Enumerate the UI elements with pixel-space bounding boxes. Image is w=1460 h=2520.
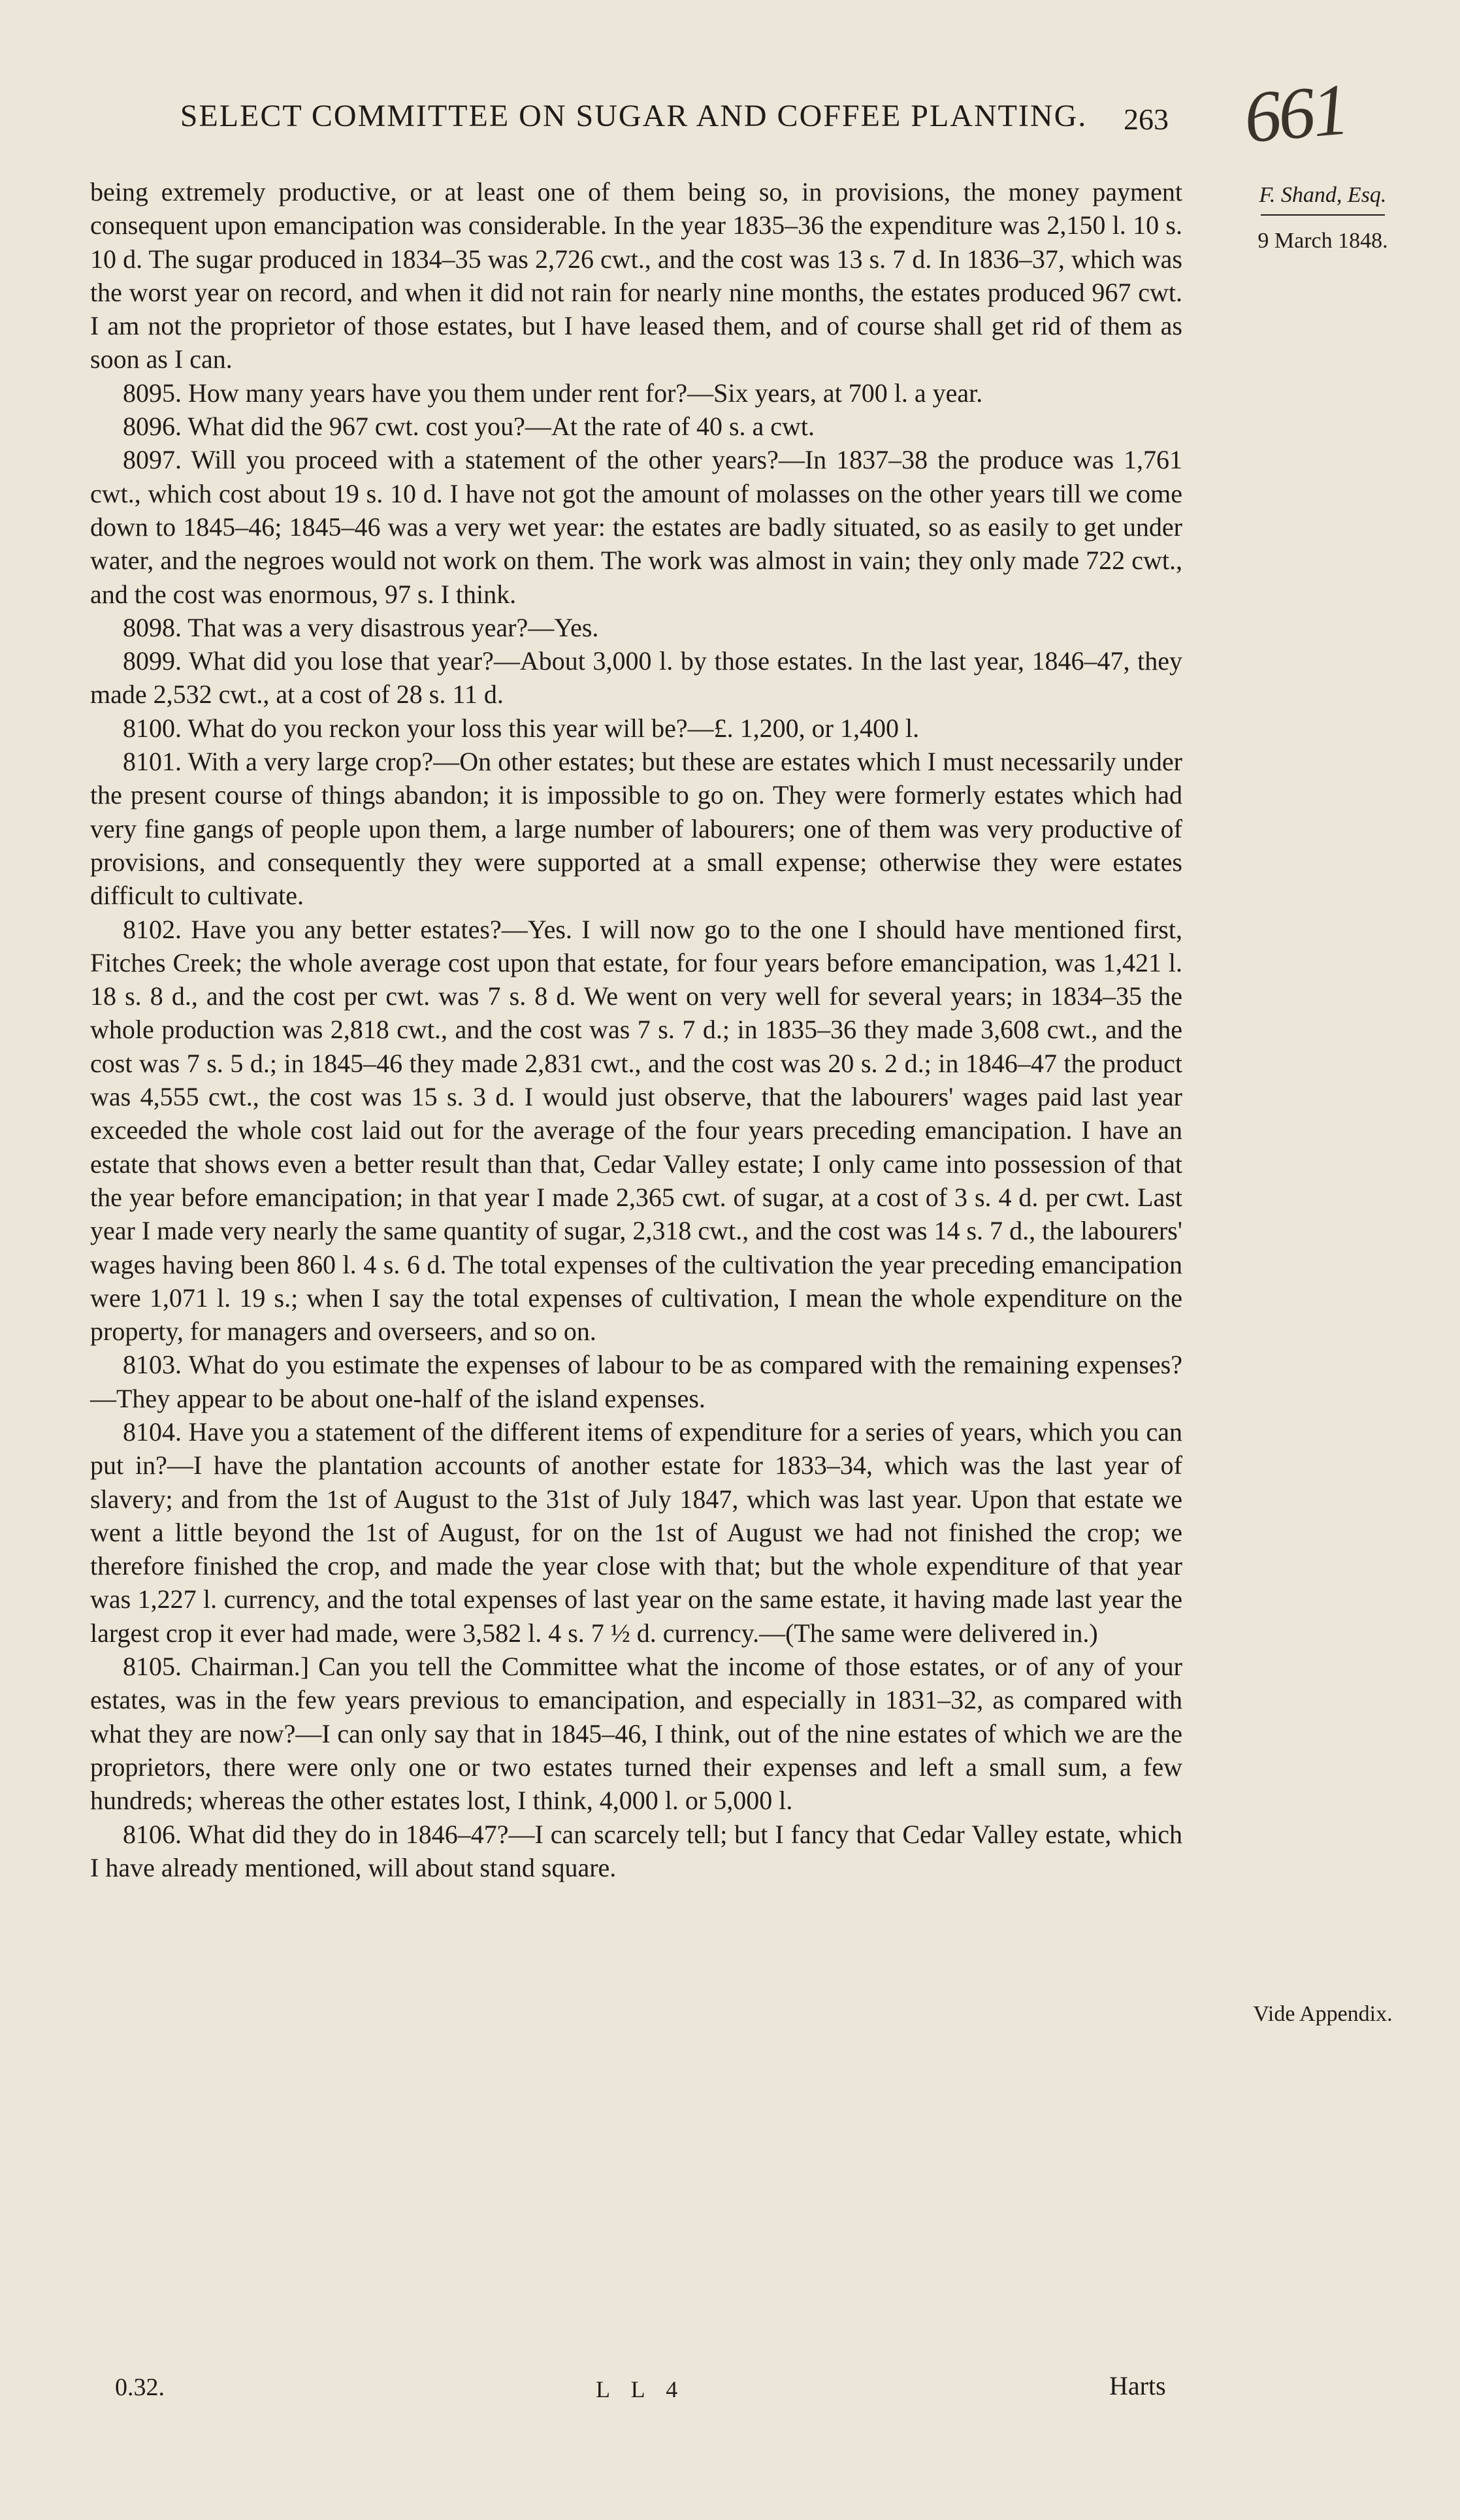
question-8101: 8101. With a very large crop?—On other estates; but these are estates which I must necessarily under the present course of things abandon; it is impossible to go on. They were formerly estates which had very fine gangs of people upon them, a large number of labourers; one of them was very productive of provisions, and consequently they were supported at a small expense; otherwise they were estates difficult to cultivate. bbox=[90, 747, 1182, 911]
question-8106: 8106. What did they do in 1846–47?—I can scarcely tell; but I fancy that Cedar Valley estate, which I have already mentioned, will about stand square. bbox=[90, 1819, 1182, 1882]
margin-witness-name: F. Shand, Esq. bbox=[1259, 183, 1387, 207]
footer-catchword: Harts bbox=[1109, 2371, 1166, 2400]
question-8100: 8100. What do you reckon your loss this year will be?—£. 1,200, or 1,400 l. bbox=[123, 713, 920, 743]
margin-witness-block bbox=[1205, 183, 1440, 254]
question-8097: 8097. Will you proceed with a statement of the other years?—In 1837–38 the produce was 1,761 cwt., which cost about 19 s. 10 d. I have not got the amount of molasses on the other years till we come down to 1845–46; 1845–46 was a very wet year: the estates are badly situated, so as easily to get under water, and the negroes would not work on them. The work was almost in vain; they only made 722 cwt., and the cost was enormous, 97 s. I think. bbox=[90, 445, 1182, 609]
handwritten-folio-number: 661 bbox=[1241, 69, 1350, 159]
question-8096: 8096. What did the 967 cwt. cost you?—At the rate of 40 s. a cwt. bbox=[123, 412, 815, 442]
paragraph-continuation: being extremely productive, or at least one of them being so, in provisions, the money payment consequent upon emancipation was considerable. In the year 1835–36 the expenditure was 2,150 l. 10 s. 10 d. The sugar produced in 1834–35 was 2,726 cwt., and the cost was 13 s. 7 d. In 1836–37, which was the worst year on record, and when it did not rain for nearly nine months, the estates produced 967 cwt. I am not the proprietor of those estates, but I have leased them, and of course shall get rid of them as soon as I can. bbox=[90, 177, 1182, 374]
page-number: 263 bbox=[1124, 103, 1169, 136]
question-8103: 8103. What do you estimate the expenses of labour to be as compared with the remaining expenses?—They appear to be about one-half of the island expenses. bbox=[90, 1350, 1182, 1413]
question-8099: 8099. What did you lose that year?—About 3,000 l. by those estates. In the last year, 1846–47, they made 2,532 cwt., at a cost of 28 s. 11 d. bbox=[90, 646, 1182, 710]
footer-paper-number: 0.32. bbox=[115, 2374, 165, 2401]
page-header-title: SELECT COMMITTEE ON SUGAR AND COFFEE PLANTING. bbox=[180, 99, 1088, 133]
margin-date: 9 March 1848. bbox=[1257, 229, 1388, 253]
footer-signature-mark: L L 4 bbox=[596, 2376, 686, 2402]
question-8095: 8095. How many years have you them under rent for?—Six years, at 700 l. a year. bbox=[123, 378, 983, 408]
question-8102: 8102. Have you any better estates?—Yes. I will now go to the one I should have mentioned first, Fitches Creek; the whole average cost upon that estate, for four years before emancipation, was 1,421 l. 18 s. 8 d., and the cost per cwt. was 7 s. 8 d. We went on very well for several years; in 1834–35 the whole production was 2,818 cwt., and the cost was 7 s. 7 d.; in 1835–36 they made 3,608 cwt., and the cost was 7 s. 5 d.; in 1845–46 they made 2,831 cwt., and the cost was 20 s. 2 d.; in 1846–47 the product was 4,555 cwt., the cost was 15 s. 3 d. I would just observe, that the labourers' wages paid last year exceeded the whole cost laid out for the average of the four years preceding emancipation. I have an estate that shows even a better result than that, Cedar Valley estate; I only came into possession of that the year before emancipation; in that year I made 2,365 cwt. of sugar, at a cost of 3 s. 4 d. per cwt. Last year I made very nearly the same quantity of sugar, 2,318 cwt., and the cost was 14 s. 7 d., the labourers' wages having been 860 l. 4 s. 6 d. The total expenses of the cultivation the year preceding emancipation were 1,071 l. 19 s.; when I say the total expenses of cultivation, I mean the whole expenditure on the property, for managers and overseers, and so on. bbox=[90, 914, 1182, 1347]
question-8098: 8098. That was a very disastrous year?—Yes. bbox=[123, 612, 599, 642]
margin-vide-appendix: Vide Appendix. bbox=[1253, 2002, 1393, 2026]
margin-divider bbox=[1261, 214, 1385, 216]
testimony-body bbox=[90, 175, 1182, 1884]
question-8105: 8105. Chairman.] Can you tell the Committee what the income of those estates, or of any of your estates, was in the few years previous to emancipation, and especially in 1831–32, as compared with what they are now?—I can only say that in 1845–46, I think, out of the nine estates of which we are the proprietors, there were only one or two estates turned their expenses and left a small sum, a few hundreds; whereas the other estates lost, I think, 4,000 l. or 5,000 l. bbox=[90, 1652, 1182, 1816]
question-8104: 8104. Have you a statement of the different items of expenditure for a series of years, which you can put in?—I have the plantation accounts of another estate for 1833–34, which was the last year of slavery; and from the 1st of August to the 31st of July 1847, which was last year. Upon that estate we went a little beyond the 1st of August, for on the 1st of August we had not finished the crop; we therefore finished the crop, and made the year close with that; but the whole expenditure of that year was 1,227 l. currency, and the total expenses of last year on the same estate, it having made last year the largest crop it ever had made, were 3,582 l. 4 s. 7 ½ d. currency.—(The same were delivered in.) bbox=[90, 1416, 1182, 1648]
